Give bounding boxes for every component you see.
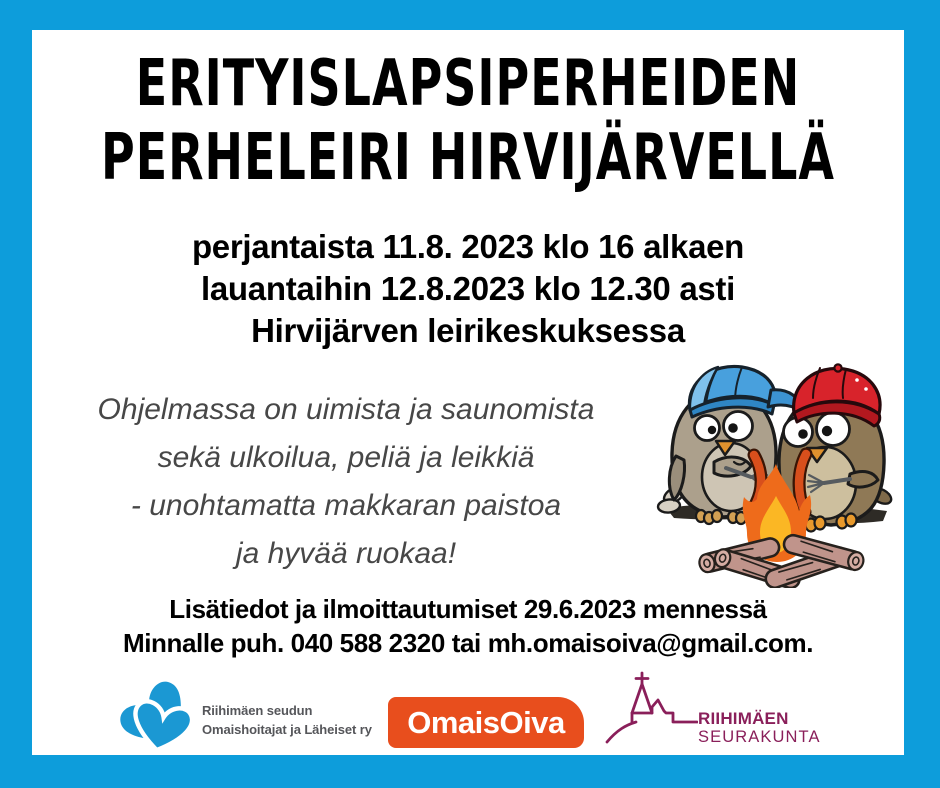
contact-line-1: Lisätiedot ja ilmoittautumiset 29.6.2023 mennessä <box>169 594 767 624</box>
omaishoitajat-line-2: Omaishoitajat ja Läheiset ry <box>202 722 372 737</box>
contact-line-2: Minnalle puh. 040 588 2320 tai mh.omaisoiva@gmail.com. <box>122 628 814 658</box>
schedule-line-1: perjantaista 11.8. 2023 klo 16 alkaen <box>191 228 745 265</box>
seurakunta-text <box>698 710 821 747</box>
omaishoitajat-logo <box>106 675 198 761</box>
omaishoitajat-line-1: Riihimäen seudun <box>202 703 313 718</box>
title-line-1: ERITYISLAPSIPERHEIDEN <box>135 44 801 121</box>
program-line-2: sekä ulkoilua, peliä ja leikkiä <box>157 441 535 474</box>
church-icon <box>605 670 698 750</box>
two-hearts-icon <box>106 675 198 761</box>
omaisoiva-logo <box>388 697 584 748</box>
seurakunta-line-1: RIIHIMÄEN <box>698 709 789 728</box>
omaishoitajat-text <box>202 701 372 739</box>
program-text <box>32 386 660 578</box>
omaisoiva-label: OmaisOiva <box>407 704 565 740</box>
schedule-text <box>32 226 904 352</box>
seurakunta-line-2: SEURAKUNTA <box>698 728 821 746</box>
program-line-1: Ohjelmassa on uimista ja saunomista <box>97 393 595 426</box>
title-line-2: PERHELEIRI HIRVIJÄRVELLÄ <box>100 118 835 195</box>
owls-campfire-illustration <box>654 356 896 588</box>
schedule-line-3: Hirvijärven leirikeskuksessa <box>251 312 685 349</box>
schedule-line-2: lauantaihin 12.8.2023 klo 12.30 asti <box>201 270 735 307</box>
program-line-3: - unohtamatta makkaran paistoa <box>130 489 562 522</box>
poster-title <box>32 46 904 194</box>
owls-campfire-image <box>654 356 896 588</box>
seurakunta-logo <box>605 670 698 750</box>
contact-text <box>32 592 904 660</box>
program-line-4: ja hyvää ruokaa! <box>235 537 457 570</box>
